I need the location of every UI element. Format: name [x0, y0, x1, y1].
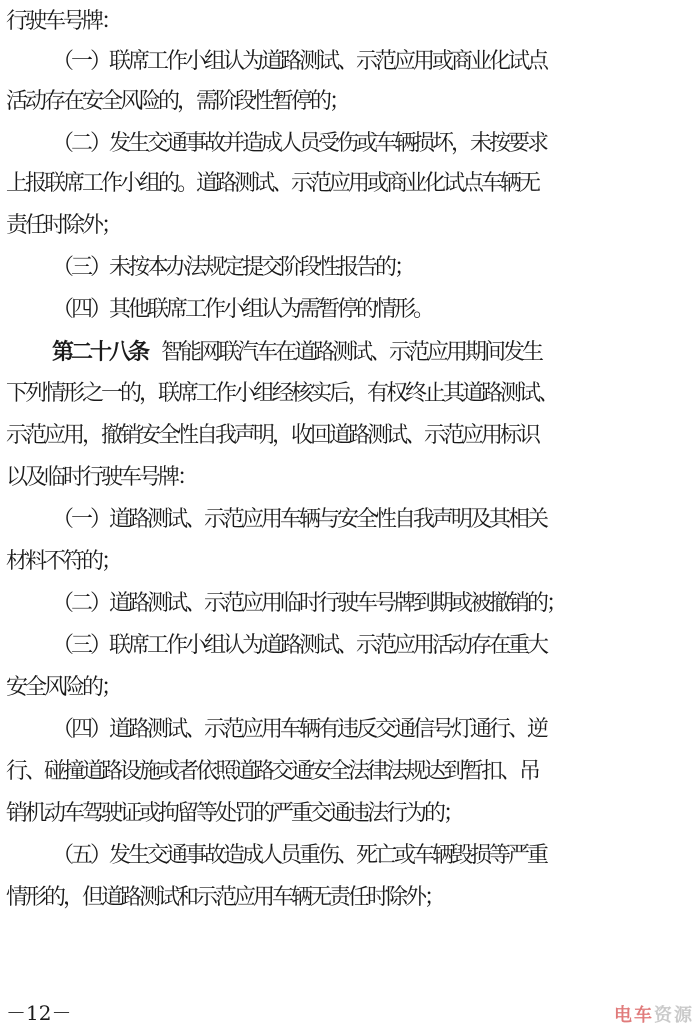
- text-line: （三）未按本办法规定提交阶段性报告的；: [52, 255, 414, 280]
- watermark-part1: 电车: [614, 1005, 654, 1026]
- text-line: （一）道路测试、示范应用车辆与安全性自我声明及其相关: [52, 507, 547, 532]
- text-line: 材料不符的；: [6, 549, 121, 574]
- text-line: 安全风险的；: [6, 675, 121, 700]
- text-line: （四）其他联席工作小组认为需暂停的情形。: [52, 297, 433, 322]
- text-line: （一）联席工作小组认为道路测试、示范应用或商业化试点: [52, 49, 547, 74]
- article-line: [52, 332, 700, 372]
- watermark: [614, 1004, 694, 1028]
- text-line: 情形的，但道路测试和示范应用车辆无责任时除外；: [6, 885, 444, 910]
- text-line: 行驶车号牌：: [6, 9, 121, 34]
- page-number: －12－: [6, 1001, 72, 1025]
- text-line: （二）道路测试、示范应用临时行驶车号牌到期或被撤销的；: [52, 591, 566, 616]
- article-text: 智能网联汽车在道路测试、示范应用期间发生: [161, 340, 542, 365]
- text-line: （三）联席工作小组认为道路测试、示范应用活动存在重大: [52, 633, 547, 658]
- text-line: 活动存在安全风险的，需阶段性暂停的；: [6, 89, 349, 114]
- text-line: 示范应用，撤销安全性自我声明，收回道路测试、示范应用标识: [6, 423, 539, 448]
- text-line: 责任时除外；: [6, 213, 121, 238]
- text-line: 销机动车驾驶证或拘留等处罚的严重交通违法行为的；: [6, 801, 463, 826]
- text-line: （五）发生交通事故造成人员重伤、死亡或车辆毁损等严重: [52, 843, 547, 868]
- text-line: （四）道路测试、示范应用车辆有违反交通信号灯通行、逆: [52, 717, 547, 742]
- watermark-part2: 资源: [654, 1005, 694, 1026]
- text-line: 下列情形之一的，联席工作小组经核实后，有权终止其道路测试、: [6, 381, 558, 406]
- text-line: 行、碰撞道路设施或者依照道路交通安全法律法规达到暂扣、吊: [6, 759, 539, 784]
- text-line: 上报联席工作小组的。道路测试、示范应用或商业化试点车辆无: [6, 171, 539, 196]
- text-line: （二）发生交通事故并造成人员受伤或车辆损坏，未按要求: [52, 131, 547, 156]
- article-heading: 第二十八条: [52, 339, 148, 365]
- text-line: 以及临时行驶车号牌：: [6, 465, 197, 490]
